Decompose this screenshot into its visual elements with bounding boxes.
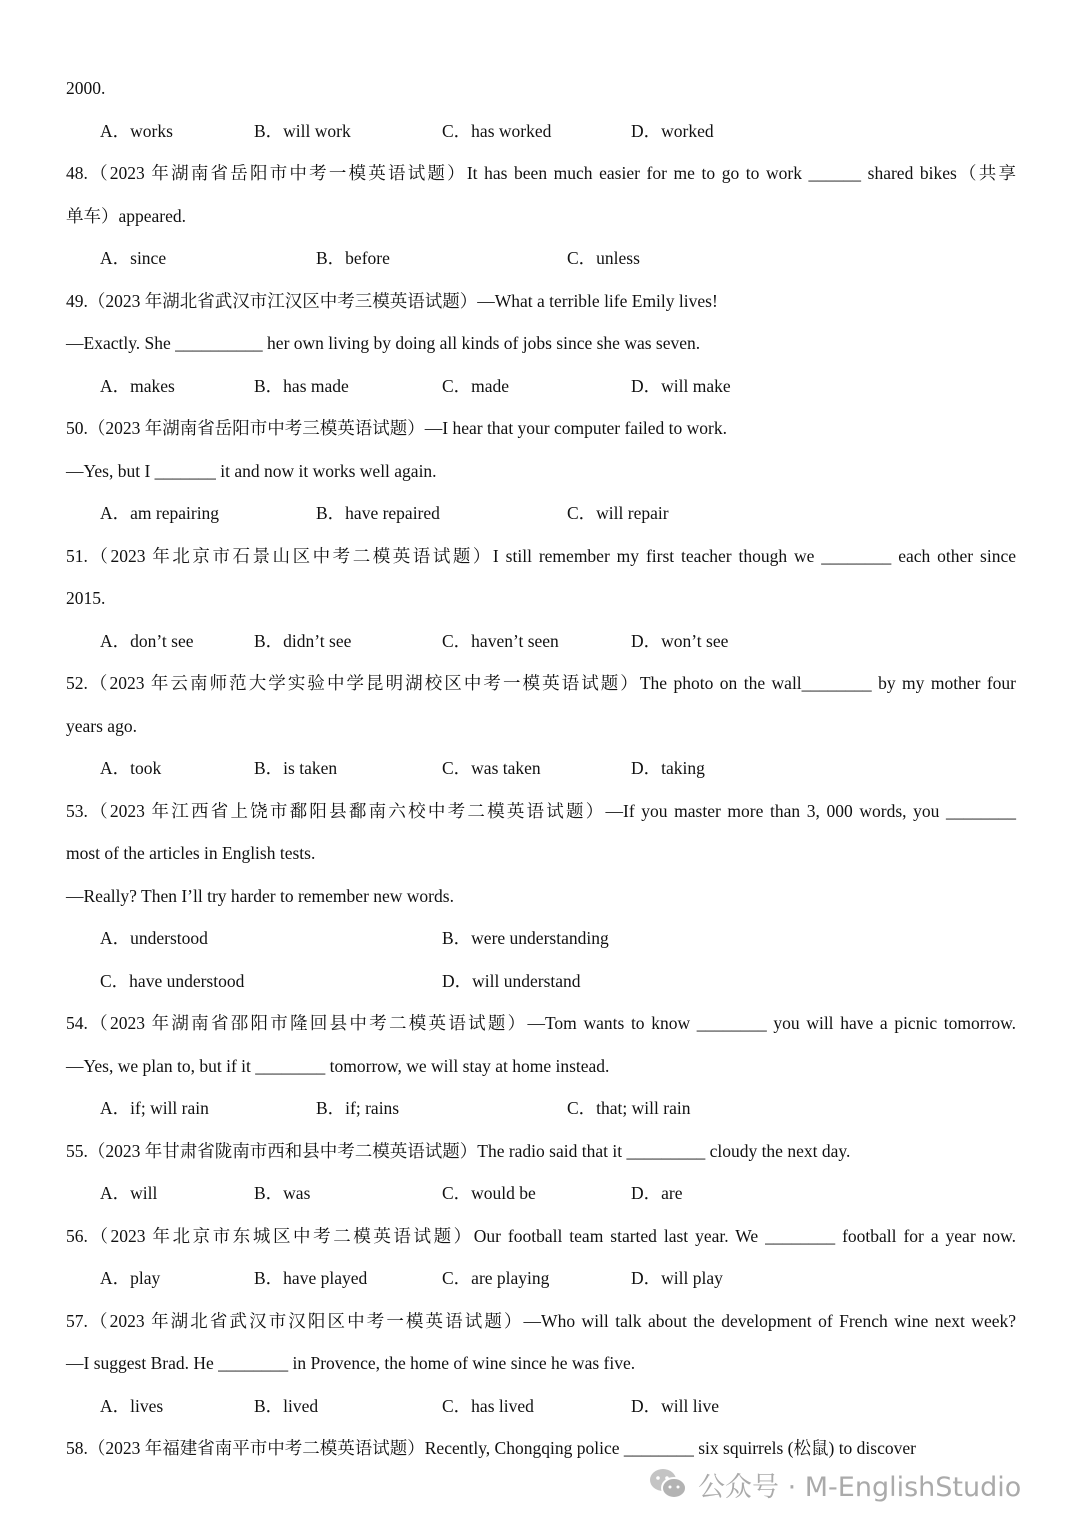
answer-option: B．has made bbox=[254, 375, 349, 396]
line-text: 54.（2023 年湖南省邵阳市隆回县中考二模英语试题）—Tom wants to know ________ you will have a picnic tomorrow. bbox=[66, 1013, 1016, 1033]
text-line bbox=[0, 541, 1080, 571]
answer-option: D．won’t see bbox=[631, 630, 729, 651]
line-text: 56.（2023 年北京市东城区中考二模英语试题）Our football team started last year. We ________ football for a year now. bbox=[66, 1225, 1016, 1246]
answer-option: A．took bbox=[100, 758, 162, 778]
options-row bbox=[0, 626, 1080, 656]
answer-option: C．has lived bbox=[442, 1395, 534, 1416]
line-text: 50.（2023 年湖南省岳阳市中考三模英语试题）—I hear that your computer failed to work. bbox=[66, 418, 728, 438]
text-line bbox=[0, 413, 1080, 443]
options-row bbox=[0, 1263, 1080, 1293]
text-line bbox=[0, 1348, 1080, 1378]
text-line bbox=[0, 1008, 1080, 1038]
line-text: most of the articles in English tests. bbox=[66, 843, 316, 863]
text-line bbox=[0, 201, 1080, 231]
options-row bbox=[0, 371, 1080, 401]
line-text: 53.（2023 年江西省上饶市鄱阳县鄱南六校中考二模英语试题）—If you master more than 3, 000 words, you ________ bbox=[66, 800, 1016, 821]
text-line bbox=[0, 1051, 1080, 1081]
options-row bbox=[0, 1093, 1080, 1123]
text-line bbox=[0, 73, 1080, 103]
line-text: 52.（2023 年云南师范大学实验中学昆明湖校区中考一模英语试题）The photo on the wall________ by my mother four bbox=[66, 673, 1016, 693]
answer-option: A．if; will rain bbox=[100, 1098, 209, 1118]
text-line bbox=[0, 286, 1080, 316]
answer-option: D．worked bbox=[631, 120, 714, 141]
options-row bbox=[0, 1178, 1080, 1208]
answer-option: C．unless bbox=[567, 248, 640, 268]
line-text: 单车）appeared. bbox=[66, 205, 187, 226]
answer-option: B．didn’t see bbox=[254, 630, 352, 651]
answer-option: D．will make bbox=[631, 375, 731, 396]
answer-option: A．don’t see bbox=[100, 630, 194, 651]
answer-option: C．are playing bbox=[442, 1268, 550, 1288]
answer-option: B．have played bbox=[254, 1268, 368, 1288]
answer-option: D．are bbox=[631, 1183, 683, 1203]
answer-option: C．haven’t seen bbox=[442, 630, 559, 651]
options-row bbox=[0, 498, 1080, 528]
answer-option: C．has worked bbox=[442, 120, 552, 141]
line-text: —Exactly. She __________ her own living by doing all kinds of jobs since she was seven. bbox=[66, 333, 701, 353]
answer-option: A．works bbox=[100, 120, 173, 141]
answer-option: A．am repairing bbox=[100, 503, 220, 523]
line-text: 2000. bbox=[66, 78, 106, 98]
answer-option: D．will understand bbox=[442, 970, 581, 991]
text-line bbox=[0, 1221, 1080, 1251]
text-line bbox=[0, 668, 1080, 698]
options-row bbox=[0, 966, 1080, 996]
text-line bbox=[0, 711, 1080, 741]
text-line bbox=[0, 796, 1080, 826]
text-line bbox=[0, 1433, 1080, 1463]
answer-option: B．have repaired bbox=[316, 503, 440, 523]
text-line bbox=[0, 1306, 1080, 1336]
answer-option: B．lived bbox=[254, 1395, 319, 1416]
line-text: —Yes, we plan to, but if it ________ tomorrow, we will stay at home instead. bbox=[66, 1055, 610, 1076]
line-text: 51.（2023 年北京市石景山区中考二模英语试题）I still remember my first teacher though we ________ each other since bbox=[66, 545, 1016, 566]
answer-option: A．understood bbox=[100, 928, 208, 948]
watermark bbox=[648, 1462, 1021, 1506]
answer-option: C．made bbox=[442, 375, 510, 396]
answer-option: C．have understood bbox=[100, 970, 245, 991]
answer-option: B．was bbox=[254, 1183, 311, 1203]
answer-option: A．lives bbox=[100, 1395, 164, 1416]
text-line bbox=[0, 583, 1080, 613]
options-row bbox=[0, 923, 1080, 953]
options-row bbox=[0, 243, 1080, 273]
options-row bbox=[0, 1391, 1080, 1421]
answer-option: B．is taken bbox=[254, 758, 338, 778]
answer-option: B．were understanding bbox=[442, 928, 609, 948]
line-text: —Yes, but I _______ it and now it works well again. bbox=[66, 460, 437, 481]
text-line bbox=[0, 1136, 1080, 1166]
watermark-text: 公众号 · M-EnglishStudio bbox=[698, 1471, 1022, 1503]
text-line bbox=[0, 881, 1080, 911]
line-text: 58.（2023 年福建省南平市中考二模英语试题）Recently, Chongqing police ________ six squirrels (松鼠) to discover bbox=[66, 1438, 916, 1458]
text-line bbox=[0, 838, 1080, 868]
answer-option: D．taking bbox=[631, 758, 705, 778]
answer-option: B．will work bbox=[254, 120, 351, 141]
line-text: 57.（2023 年湖北省武汉市汉阳区中考一模英语试题）—Who will talk about the development of French wine next week? bbox=[66, 1310, 1016, 1331]
answer-option: D．will live bbox=[631, 1395, 719, 1416]
line-text: 2015. bbox=[66, 588, 106, 608]
line-text: 55.（2023 年甘肃省陇南市西和县中考二模英语试题）The radio said that it _________ cloudy the next day. bbox=[66, 1140, 851, 1161]
options-row bbox=[0, 753, 1080, 783]
text-line bbox=[0, 328, 1080, 358]
answer-option: A．play bbox=[100, 1268, 161, 1288]
line-text: 48.（2023 年湖南省岳阳市中考一模英语试题）It has been much easier for me to go to work ______ shared bikes（共享 bbox=[66, 163, 1016, 183]
answer-option: A．will bbox=[100, 1183, 158, 1203]
text-line bbox=[0, 456, 1080, 486]
wechat-icon bbox=[648, 1467, 688, 1501]
text-line bbox=[0, 158, 1080, 188]
line-text: years ago. bbox=[66, 715, 137, 736]
answer-option: B．if; rains bbox=[316, 1098, 400, 1118]
line-text: 49.（2023 年湖北省武汉市江汉区中考三模英语试题）—What a terrible life Emily lives! bbox=[66, 290, 718, 311]
answer-option: B．before bbox=[316, 248, 390, 268]
answer-option: C．that; will rain bbox=[567, 1098, 691, 1118]
line-text: —Really? Then I’ll try harder to remember new words. bbox=[66, 885, 454, 906]
answer-option: A．makes bbox=[100, 375, 175, 396]
answer-option: C．will repair bbox=[567, 503, 669, 523]
options-row bbox=[0, 116, 1080, 146]
answer-option: C．was taken bbox=[442, 758, 541, 778]
line-text: —I suggest Brad. He ________ in Provence, the home of wine since he was five. bbox=[66, 1353, 636, 1373]
answer-option: A．since bbox=[100, 248, 167, 268]
answer-option: D．will play bbox=[631, 1268, 723, 1288]
answer-option: C．would be bbox=[442, 1183, 536, 1203]
